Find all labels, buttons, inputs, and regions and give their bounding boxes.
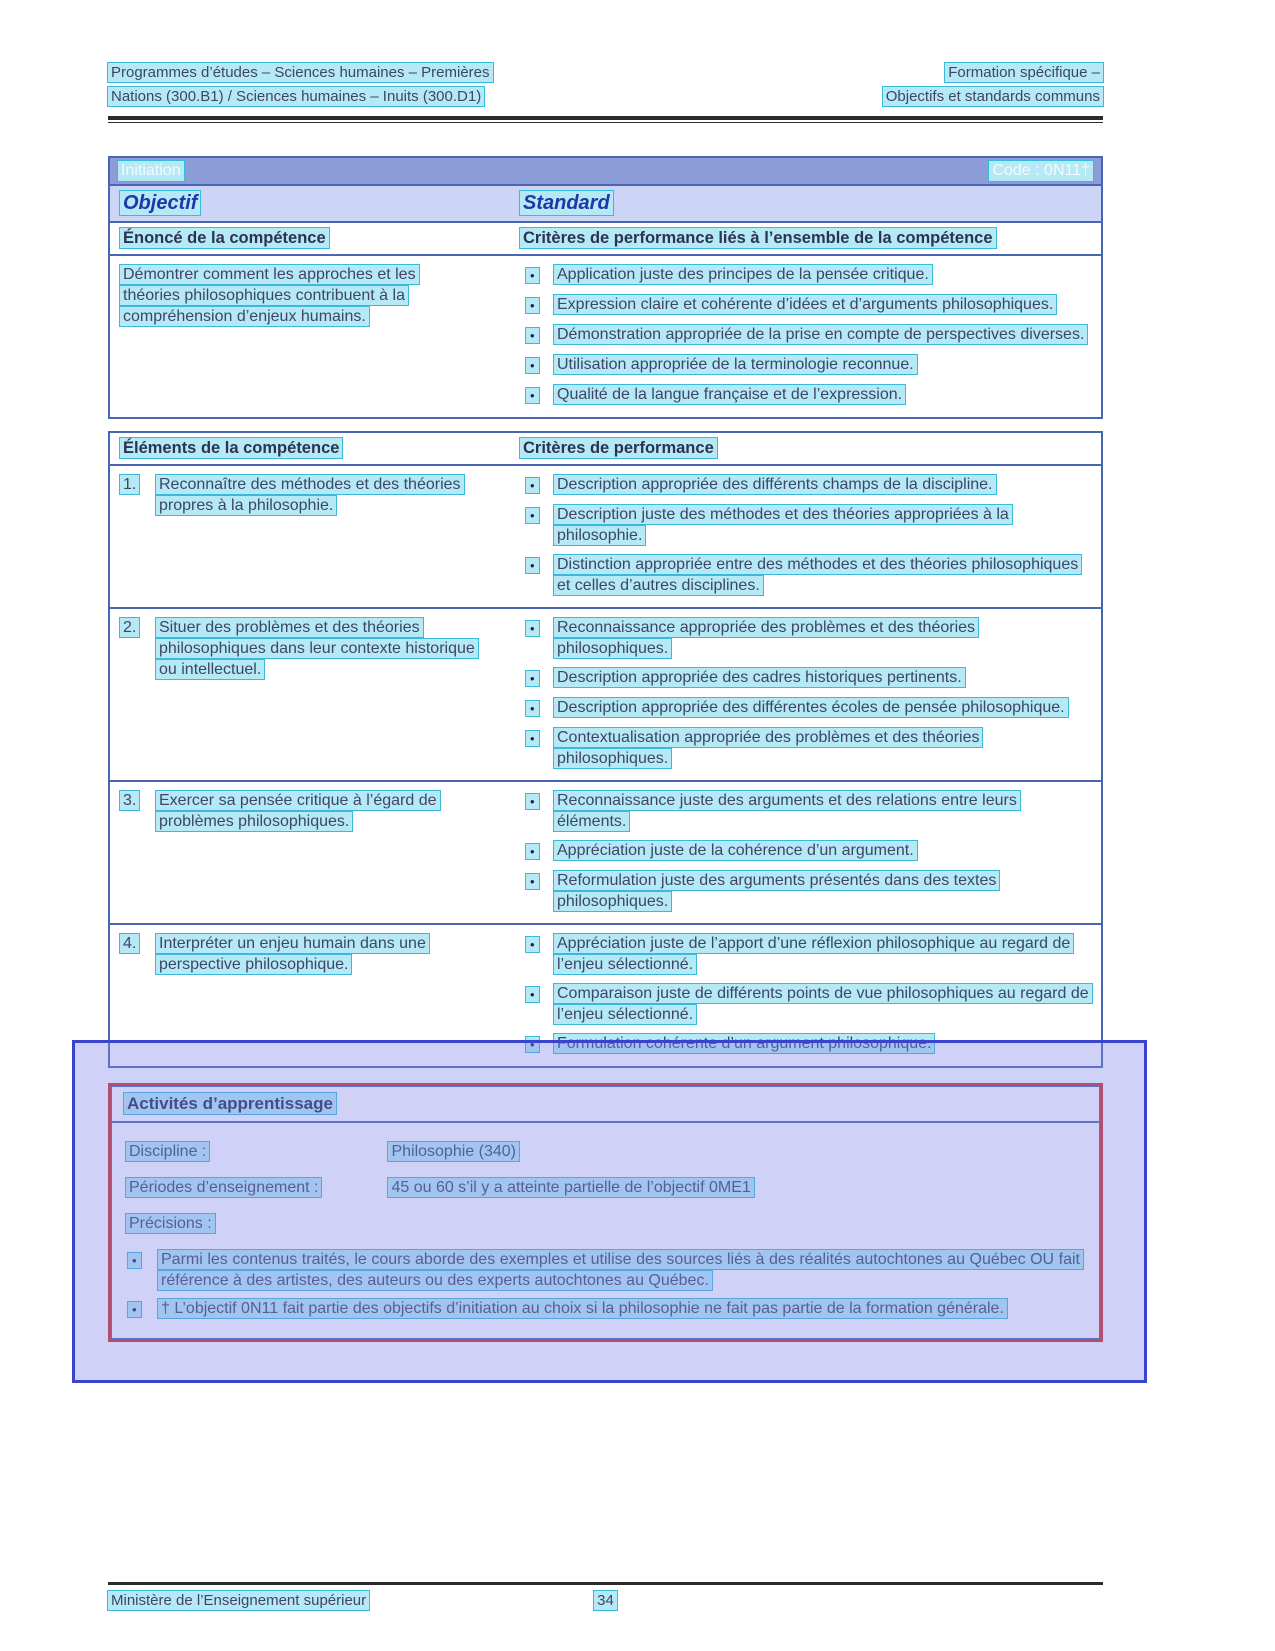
objectif-standard-band: [110, 186, 1101, 223]
element-criteria-list: [520, 474, 1101, 598]
discipline-value: Philosophie (340): [388, 1142, 519, 1161]
activities-title: Activités d’apprentissage: [124, 1093, 336, 1114]
criteria-text: Qualité de la langue française et de l’expression.: [554, 385, 905, 404]
criteria-item: [520, 294, 1089, 316]
competence-right-header: Critères de performance liés à l’ensemble de la compétence: [520, 228, 996, 248]
activities-box: [111, 1086, 1100, 1339]
criteria-item: [520, 697, 1089, 719]
bullet-icon: •: [526, 794, 539, 809]
objective-table: [108, 156, 1103, 419]
bullet-icon: •: [526, 731, 539, 746]
criteria-text: Reconnaissance juste des arguments et des relations entre leurs éléments.: [554, 791, 1020, 831]
criteria-item: [520, 354, 1089, 376]
header-rule-thick: [108, 116, 1103, 120]
element-row: [110, 607, 1101, 780]
criteria-text: Comparaison juste de différents points de vue philosophiques au regard de l’enjeu sélectionné.: [554, 984, 1092, 1024]
banner-code: Code : 0N11†: [989, 161, 1093, 181]
criteria-item: [520, 727, 1089, 769]
bullet-icon: •: [526, 844, 539, 859]
element-row: [110, 923, 1101, 1066]
activity-bullet: [126, 1298, 1083, 1320]
header-left: [108, 62, 493, 110]
criteria-text: Description appropriée des différents champs de la discipline.: [554, 475, 996, 494]
bullet-icon: •: [526, 388, 539, 403]
criteria-text: Démonstration appropriée de la prise en compte de perspectives diverses.: [554, 325, 1087, 344]
criteria-text: Description juste des méthodes et des théories appropriées à la philosophie.: [554, 505, 1012, 545]
criteria-item: [520, 1033, 1089, 1055]
criteria-text: Reconnaissance appropriée des problèmes et des théories philosophiques.: [554, 618, 978, 658]
elements-right-header: Critères de performance: [520, 438, 717, 458]
elements-table: [108, 431, 1103, 1068]
bullet-icon: •: [526, 1037, 539, 1052]
competence-left-header: Énoncé de la compétence: [120, 228, 329, 248]
competence-content-row: [110, 256, 1101, 417]
criteria-item: [520, 384, 1089, 406]
bullet-icon: •: [526, 701, 539, 716]
element-number: 4.: [120, 934, 139, 953]
element-text: Reconnaître des méthodes et des théories propres à la philosophie.: [156, 475, 464, 515]
bullet-icon: •: [526, 987, 539, 1002]
criteria-text: Contextualisation appropriée des problèmes et des théories philosophiques.: [554, 728, 982, 768]
criteria-item: [520, 870, 1089, 912]
header-right-line2: Objectifs et standards communs: [883, 87, 1103, 106]
criteria-item: [520, 324, 1089, 346]
competence-criteria-list: [520, 264, 1101, 408]
bullet-icon: •: [526, 874, 539, 889]
periods-label: Périodes d’enseignement :: [126, 1178, 321, 1197]
criteria-item: [520, 617, 1089, 659]
element-text: Situer des problèmes et des théories philosophiques dans leur contexte historique ou intellectuel.: [156, 618, 478, 679]
bullet-icon: •: [526, 298, 539, 313]
bullet-icon: •: [128, 1302, 141, 1317]
criteria-item: [520, 790, 1089, 832]
header-right: [883, 62, 1103, 110]
element-text: Exercer sa pensée critique à l’égard de problèmes philosophiques.: [156, 791, 440, 831]
elements-left-header: Éléments de la compétence: [120, 438, 342, 458]
precisions-label: Précisions :: [126, 1214, 215, 1233]
criteria-text: Formulation cohérente d’un argument philosophique.: [554, 1034, 934, 1053]
activity-bullet-text: † L’objectif 0N11 fait partie des objectifs d’initiation au choix si la philosophie ne fait pas partie de la formation générale.: [158, 1299, 1007, 1318]
header-right-line1: Formation spécifique –: [945, 63, 1103, 82]
criteria-item: [520, 933, 1089, 975]
header-left-line2: Nations (300.B1) / Sciences humaines – Inuits (300.D1): [108, 87, 484, 106]
element-number: 3.: [120, 791, 139, 810]
criteria-item: [520, 264, 1089, 286]
discipline-field: [126, 1141, 1083, 1162]
competence-header-row: [110, 223, 1101, 256]
standard-label: Standard: [520, 191, 613, 215]
element-criteria-list: [520, 790, 1101, 914]
elements-header-row: [110, 433, 1101, 466]
element-number: 1.: [120, 475, 139, 494]
criteria-text: Description appropriée des cadres historiques pertinents.: [554, 668, 965, 687]
activities-section: [108, 1086, 1103, 1339]
criteria-item: [520, 667, 1089, 689]
activity-bullet-text: Parmi les contenus traités, le cours aborde des exemples et utilise des sources liés à des réalités autochtones au Québec OU fait référence à des artistes, des auteurs ou des experts autochtones au Québec.: [158, 1250, 1083, 1290]
objective-banner: [110, 158, 1101, 186]
bullet-icon: •: [526, 508, 539, 523]
criteria-text: Utilisation appropriée de la terminologie reconnue.: [554, 355, 917, 374]
bullet-icon: •: [526, 268, 539, 283]
criteria-text: Distinction appropriée entre des méthodes et des théories philosophiques et celles d’autres disciplines.: [554, 555, 1081, 595]
criteria-item: [520, 474, 1089, 496]
periods-field: [126, 1177, 1083, 1198]
criteria-item: [520, 983, 1089, 1025]
periods-value: 45 ou 60 s’il y a atteinte partielle de l’objectif 0ME1: [388, 1178, 753, 1197]
bullet-icon: •: [526, 671, 539, 686]
bullet-icon: •: [526, 478, 539, 493]
activities-body: [112, 1123, 1099, 1338]
criteria-text: Appréciation juste de l’apport d’une réflexion philosophique au regard de l’enjeu sélectionné.: [554, 934, 1073, 974]
criteria-text: Appréciation juste de la cohérence d’un argument.: [554, 841, 917, 860]
banner-title: Initiation: [118, 161, 184, 181]
criteria-text: Description appropriée des différentes écoles de pensée philosophique.: [554, 698, 1068, 717]
discipline-label: Discipline :: [126, 1142, 209, 1161]
element-row: [110, 466, 1101, 607]
criteria-text: Application juste des principes de la pensée critique.: [554, 265, 932, 284]
bullet-icon: •: [526, 621, 539, 636]
activities-title-row: [112, 1087, 1099, 1123]
header-left-line1: Programmes d’études – Sciences humaines – Premières: [108, 63, 493, 82]
bullet-icon: •: [526, 937, 539, 952]
bullet-icon: •: [128, 1253, 141, 1268]
bullet-icon: •: [526, 558, 539, 573]
page-header: [108, 62, 1103, 110]
criteria-item: [520, 504, 1089, 546]
criteria-text: Reformulation juste des arguments présentés dans des textes philosophiques.: [554, 871, 999, 911]
element-number: 2.: [120, 618, 139, 637]
header-rule-thin: [108, 122, 1103, 123]
criteria-text: Expression claire et cohérente d’idées et d’arguments philosophiques.: [554, 295, 1056, 314]
activity-bullet: [126, 1249, 1083, 1291]
element-criteria-list: [520, 933, 1101, 1057]
element-criteria-list: [520, 617, 1101, 771]
page-number: 34: [594, 1591, 617, 1610]
bullet-icon: •: [526, 358, 539, 373]
bullet-icon: •: [526, 328, 539, 343]
element-row: [110, 780, 1101, 923]
precisions-field: [126, 1213, 1083, 1234]
criteria-item: [520, 554, 1089, 596]
element-text: Interpréter un enjeu humain dans une perspective philosophique.: [156, 934, 429, 974]
competence-statement: Démontrer comment les approches et les théories philosophiques contribuent à la compréhension d’enjeux humains.: [120, 265, 419, 326]
footer-text: Ministère de l’Enseignement supérieur: [108, 1591, 369, 1610]
criteria-item: [520, 840, 1089, 862]
page-footer: [108, 1582, 1103, 1609]
objectif-label: Objectif: [120, 191, 200, 215]
